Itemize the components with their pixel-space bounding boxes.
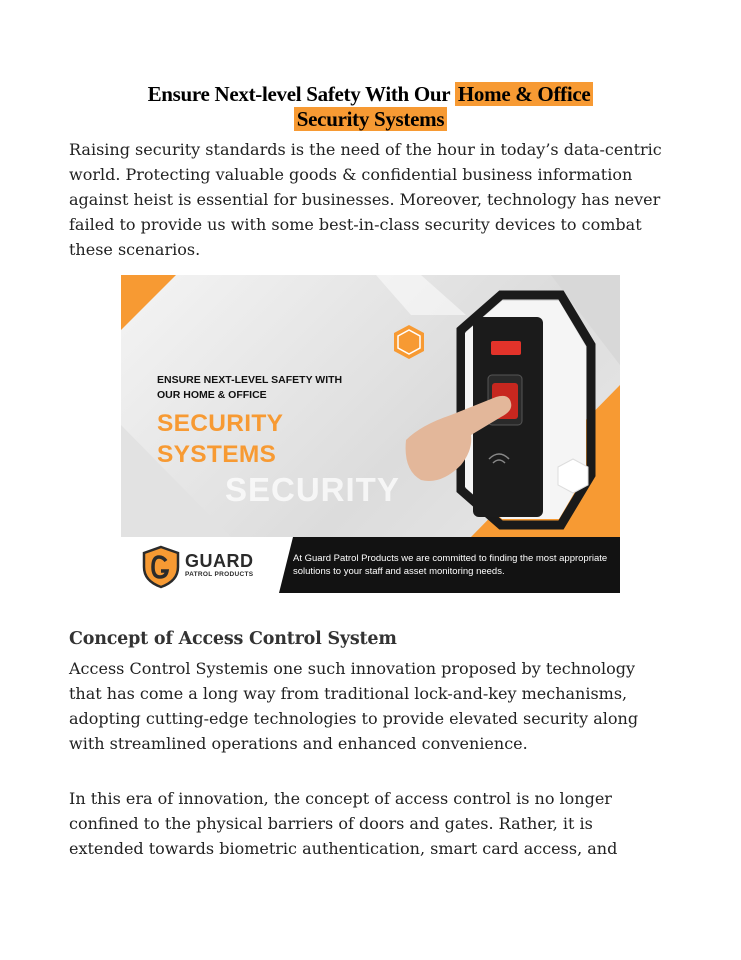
device-red-button — [491, 341, 521, 355]
paragraph-access-control: Access Control Systemis one such innovation proposed by technology that has come a long way from traditional lock-and-key mechanisms, adopting cutting-edge technologies to provide elevated security along with streamlined operations and enhanced convenience. — [69, 659, 639, 753]
banner-heading-line1: ENSURE NEXT-LEVEL SAFETY WITH — [157, 374, 343, 386]
intro-paragraph: Raising security standards is the need of the hour in today’s data-centric world. Protecting valuable goods & confidential business information against heist is essential for businesses. Moreover, technology has never failed to provide us with some best-in-class security devices to combat these scenarios. — [69, 140, 662, 259]
banner-footer — [121, 537, 620, 593]
shield-icon — [141, 545, 181, 589]
banner-watermark: SECURITY — [225, 471, 400, 508]
banner-hero — [121, 275, 620, 537]
orange-corner-top-left — [121, 275, 176, 330]
title-plain: Ensure Next-level Safety With Our — [147, 82, 450, 106]
banner-big-line1: SECURITY — [157, 410, 284, 437]
banner-tagline: At Guard Patrol Products we are committed to finding the most appropriate solutions to your staff and asset monitoring needs. — [293, 553, 608, 577]
logo-name: GUARD — [185, 551, 254, 571]
section-heading: Concept of Access Control System — [69, 629, 397, 649]
logo-subtitle: PATROL PRODUCTS — [185, 571, 254, 578]
title-highlight-2: Security Systems — [294, 107, 447, 131]
promo-banner — [121, 275, 620, 593]
banner-heading-line2: OUR HOME & OFFICE — [157, 389, 267, 401]
paragraph-innovation: In this era of innovation, the concept of access control is no longer confined to the physical barriers of doors and gates. Rather, it is extended towards biometric authentication, smart card access, and — [69, 789, 618, 858]
banner-big-line2: SYSTEMS — [157, 441, 277, 468]
page-title — [60, 82, 681, 132]
title-highlight-1: Home & Office — [455, 82, 594, 106]
guard-logo — [141, 545, 261, 589]
hexagon-white-icon — [558, 459, 588, 493]
banner-heading — [157, 373, 397, 403]
white-stripe — [376, 275, 466, 315]
banner-big-text — [157, 408, 283, 470]
